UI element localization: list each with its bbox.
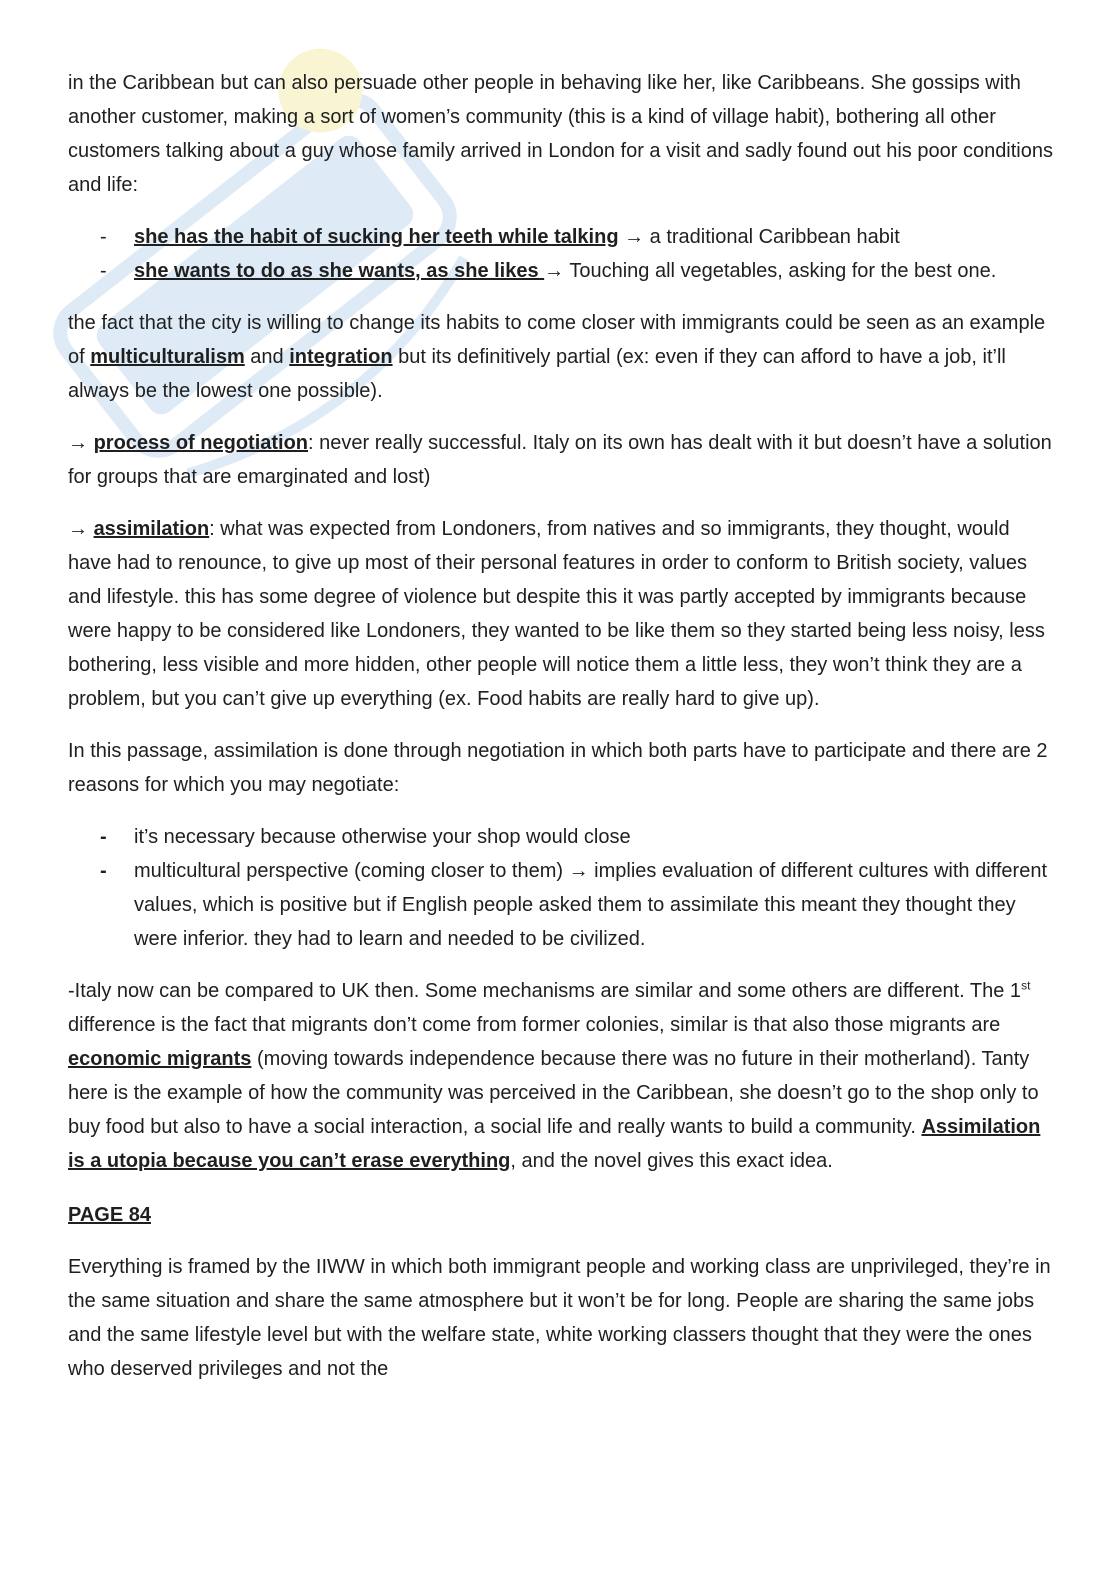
text-span: the fact that the city is willing to change its habits to come closer with immigrants could be seen as an example of — [68, 312, 1046, 368]
text-span: (moving towards independence because there was no future in their motherland). Tanty here is the example of how the community was perceived in the Caribbean, she doesn’t go to the shop only to buy food but also to have a social interaction, a social life and really wants to build a community. — [68, 1048, 1039, 1138]
paragraph-iiww: Everything is framed by the IIWW in which both immigrant people and working class are unprivileged, they’re in the same situation and share the same atmosphere but it won’t be for long. People are sharing the same jobs and the same lifestyle level but with the welfare state, white working classers thought that they were the ones who deserved privileges and not the — [68, 1256, 1051, 1380]
habit-emphasis: she wants to do as she wants, as she likes — [134, 260, 545, 282]
text-span: and — [244, 346, 290, 368]
text-span: : never really successful. Italy on its own has dealt with it but doesn’t have a solution for groups that are emarginated and lost) — [68, 432, 1052, 488]
list-item — [68, 854, 1053, 956]
paragraph-passage: In this passage, assimilation is done through negotiation in which both parts have to participate and there are 2 reasons for which you may negotiate: — [68, 740, 1048, 796]
paragraph-italy-uk — [68, 974, 1053, 1178]
habits-list — [68, 220, 1053, 288]
term-assimilation: assimilation — [93, 518, 210, 540]
term-integration: integration — [289, 346, 393, 368]
list-item — [68, 820, 1053, 854]
text-span: -Italy now can be compared to UK then. Some mechanisms are similar and some others are different. The 1 — [68, 980, 1022, 1002]
reasons-list — [68, 820, 1053, 956]
habit-emphasis: she has the habit of sucking her teeth while talking — [134, 226, 619, 248]
reason-text: multicultural perspective (coming closer to them) → implies evaluation of different cultures with different values, which is positive but if English people asked them to assimilate this meant they thought they were inferior. they had to learn and needed to be civilized. — [134, 860, 1047, 950]
dash-marker: - — [100, 226, 107, 248]
term-economic-migrants: economic migrants — [68, 1048, 252, 1070]
dash-marker: - — [100, 860, 107, 882]
term-assimilation-utopia: Assimilation is a utopia because you can’t erase everything — [68, 1116, 1041, 1172]
dash-marker: - — [100, 260, 107, 282]
list-item — [68, 220, 1053, 254]
text-span: : what was expected from Londoners, from natives and so immigrants, they thought, would have had to renounce, to give up most of their personal features in order to conform to British society, values and lifestyle. this has some degree of violence but despite this it was partly accepted by immigrants because were happy to be considered like Londoners, they wanted to be like them so they started being less noisy, less bothering, less visible and more hidden, other people will notice them a little less, they won’t think they are a problem, but you can’t give up everything (ex. Food habits are really hard to give up). — [68, 518, 1045, 710]
habit-detail: → a traditional Caribbean habit — [618, 226, 900, 248]
paragraph-multiculturalism — [68, 306, 1053, 408]
ordinal-suffix: st — [1021, 978, 1031, 993]
paragraph-negotiation — [68, 426, 1053, 494]
text-span: , and the novel gives this exact idea. — [510, 1150, 833, 1172]
text-span: but its definitively partial (ex: even if they can afford to have a job, it’ll always be the lowest one possible). — [68, 346, 1006, 402]
list-item — [68, 254, 1053, 288]
habit-detail: → Touching all vegetables, asking for the best one. — [544, 260, 997, 282]
paragraph-tanty-gossip: in the Caribbean but can also persuade other people in behaving like her, like Caribbeans. She gossips with another customer, making a sort of women’s community (this is a kind of village habit), bothering all other customers talking about a guy whose family arrived in London for a visit and sadly found out his poor conditions and life: — [68, 72, 1053, 196]
text-span: difference is the fact that migrants don’t come from former colonies, similar is that also those migrants are — [68, 1014, 1001, 1036]
term-multiculturalism: multiculturalism — [90, 346, 245, 368]
dash-marker: - — [100, 826, 107, 848]
arrow-icon: → — [68, 518, 94, 540]
term-process-of-negotiation: process of negotiation — [93, 432, 309, 454]
reason-text: it’s necessary because otherwise your shop would close — [134, 826, 631, 848]
paragraph-assimilation — [68, 512, 1053, 716]
arrow-icon: → — [68, 432, 94, 454]
section-heading: PAGE 84 — [68, 1204, 151, 1226]
document-page — [68, 66, 1053, 1404]
